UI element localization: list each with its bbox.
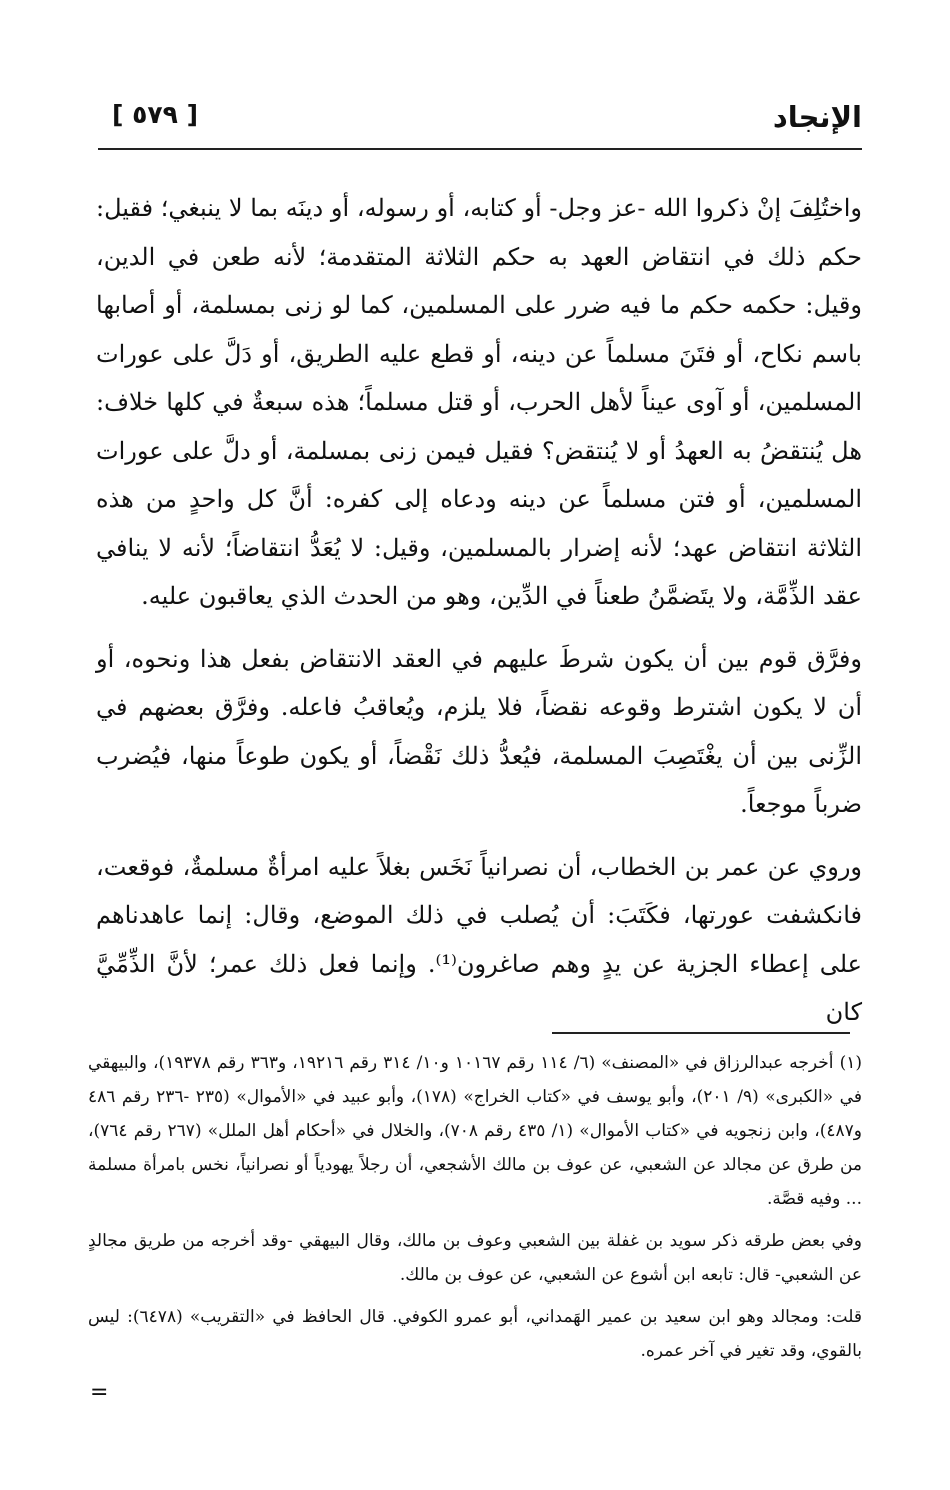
footnote-divider: [552, 1032, 850, 1034]
running-title: الإنجاد: [772, 100, 862, 134]
continuation-mark: =: [90, 1380, 109, 1405]
header-divider: [98, 148, 862, 150]
footnotes: [88, 1046, 862, 1376]
page-number: [ ٥٧٩ ]: [112, 100, 199, 129]
page-header: [98, 92, 862, 148]
main-text: [96, 184, 862, 1051]
footnote-2: وفي بعض طرقه ذكر سويد بن غفلة بين الشعبي وعوف بن مالك، وقال البيهقي -وقد أخرجه من طريق مجالدٍ عن الشعبي- قال: تابعه ابن أشوع عن الشعبي، عن عوف بن مالك.: [88, 1231, 862, 1285]
paragraph-2: وفرَّق قوم بين أن يكون شرطَ عليهم في العقد الانتقاض بفعل هذا ونحوه، أو أن لا يكون اشترط وقوعه نقضاً، فلا يلزم، ويُعاقبُ فاعله. وفرَّق بعضهم في الزِّنى بين أن يغْتَصِبَ المسلمة، فيُعدُّ ذلك نَقْضاً، أو يكون طوعاً منها، فيُضرب ضرباً موجعاً.: [96, 644, 862, 818]
footnote-3: قلت: ومجالد وهو ابن سعيد بن عمير الهَمداني، أبو عمرو الكوفي. قال الحافظ في «التقريب» (٦٤٧٨): ليس بالقوي، وقد تغير في آخر عمره.: [88, 1307, 863, 1361]
paragraph-3: وروي عن عمر بن الخطاب، أن نصرانياً نَخَس بغلاً عليه امرأةٌ مسلمةٌ، فوقعت، فانكشفت عورتها، فكَتَبَ: أن يُصلب في ذلك الموضع، وقال: إنما عاهدناهم على إعطاء الجزية عن يدٍ وهم صاغرون⁽¹⁾. وإنما فعل ذلك عمر؛ لأنَّ الذِّمِّيَّ كان: [96, 852, 862, 1026]
paragraph-1: واختُلِفَ إنْ ذكروا الله -عز وجل- أو كتابه، أو رسوله، أو دينَه بما لا ينبغي؛ فقيل: حكم ذلك في انتقاض العهد به حكم الثلاثة المتقدمة؛ لأنه طعن في الدين، وقيل: حكمه حكم ما فيه ضرر على المسلمين، كما لو زنى بمسلمة، أو أصابها باسم نكاح، أو فتَنَ مسلماً عن دينه، أو قطع عليه الطريق، أو دَلَّ على عورات المسلمين، أو آوى عيناً لأهل الحرب، أو قتل مسلماً؛ هذه سبعةٌ في كلها خلاف: هل يُنتقضُ به العهدُ أو لا يُنتقض؟ فقيل فيمن زنى بمسلمة، أو دلَّ على عورات المسلمين، أو فتن مسلماً عن دينه ودعاه إلى كفره: أنَّ كل واحدٍ من هذه الثلاثة انتقاض عهد؛ لأنه إضرار بالمسلمين، وقيل: لا يُعَدُّ انتقاضاً؛ لأنه لا ينافي عقد الذِّمَّة، ولا يتَضمَّنُ طعناً في الدِّين، وهو من الحدث الذي يعاقبون عليه.: [96, 194, 862, 610]
footnote-1: (١) أخرجه عبدالرزاق في «المصنف» (٦/ ١١٤ رقم ١٠١٦٧ و١٠/ ٣١٤ رقم ١٩٢١٦، و٣٦٣ رقم ١٩٣٧٨)، والبيهقي في «الكبرى» (٩/ ٢٠١)، وأبو يوسف في «كتاب الخراج» (١٧٨)، وأبو عبيد في «الأموال» (٢٣٥ -٢٣٦ رقم ٤٨٦ و٤٨٧)، وابن زنجويه في «كتاب الأموال» (١/ ٤٣٥ رقم ٧٠٨)، والخلال في «أحكام أهل الملل» (٢٦٧ رقم ٧٦٤)، من طرق عن مجالد عن الشعبي، عن عوف بن مالك الأشجعي، أن رجلاً يهودياً أو نصرانياً، نخس بامرأة مسلمة ... وفيه قصَّة.: [88, 1053, 862, 1209]
